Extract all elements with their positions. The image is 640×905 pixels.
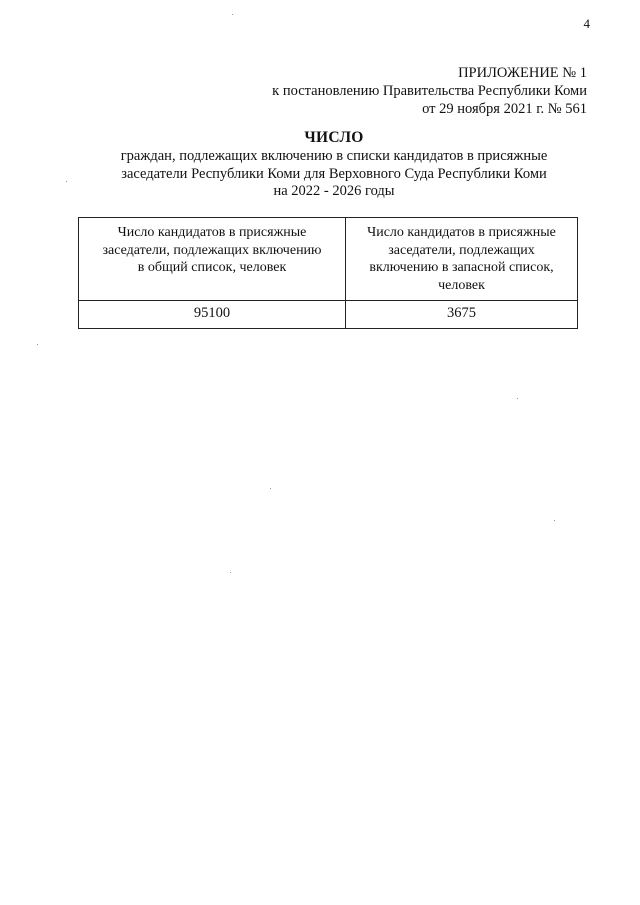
heading-line-1: граждан, подлежащих включению в списки кандидатов в присяжные	[120, 148, 548, 164]
header-line: включению в запасной список,	[369, 260, 554, 275]
document-heading	[78, 128, 590, 201]
reserve-list-count: 3675	[346, 301, 578, 329]
header-general-list	[79, 218, 346, 301]
scan-speck	[554, 520, 555, 521]
appendix-resolution-date: от 29 ноября 2021 г. № 561	[422, 101, 587, 117]
scan-speck	[517, 398, 518, 399]
header-line: Число кандидатов в присяжные	[367, 225, 556, 240]
heading-line-2: заседатели Республики Коми для Верховного Суда Республики Коми	[121, 165, 547, 182]
general-list-count: 95100	[79, 301, 346, 329]
table-header-row	[79, 218, 578, 301]
page-number: 4	[583, 16, 590, 31]
table-row	[79, 301, 578, 329]
candidates-table	[78, 217, 578, 329]
heading-line-3: на 2022 - 2026 годы	[273, 183, 395, 199]
header-line: Число кандидатов в присяжные	[117, 225, 307, 240]
scan-speck	[232, 14, 233, 15]
scan-speck	[270, 488, 271, 489]
header-line: человек	[438, 277, 485, 293]
scan-speck	[230, 572, 231, 573]
scan-speck	[66, 181, 67, 182]
header-line: заседатели, подлежащих	[388, 242, 535, 258]
scan-speck	[37, 344, 38, 345]
header-reserve-list	[346, 218, 578, 301]
appendix-resolution-ref: к постановлению Правительства Республики Коми	[272, 83, 587, 99]
header-line: заседатели, подлежащих включению	[102, 242, 322, 258]
header-line: в общий список, человек	[137, 260, 287, 275]
heading-title: ЧИСЛО	[304, 129, 364, 146]
appendix-title: ПРИЛОЖЕНИЕ № 1	[458, 65, 587, 81]
appendix-block	[272, 64, 587, 118]
